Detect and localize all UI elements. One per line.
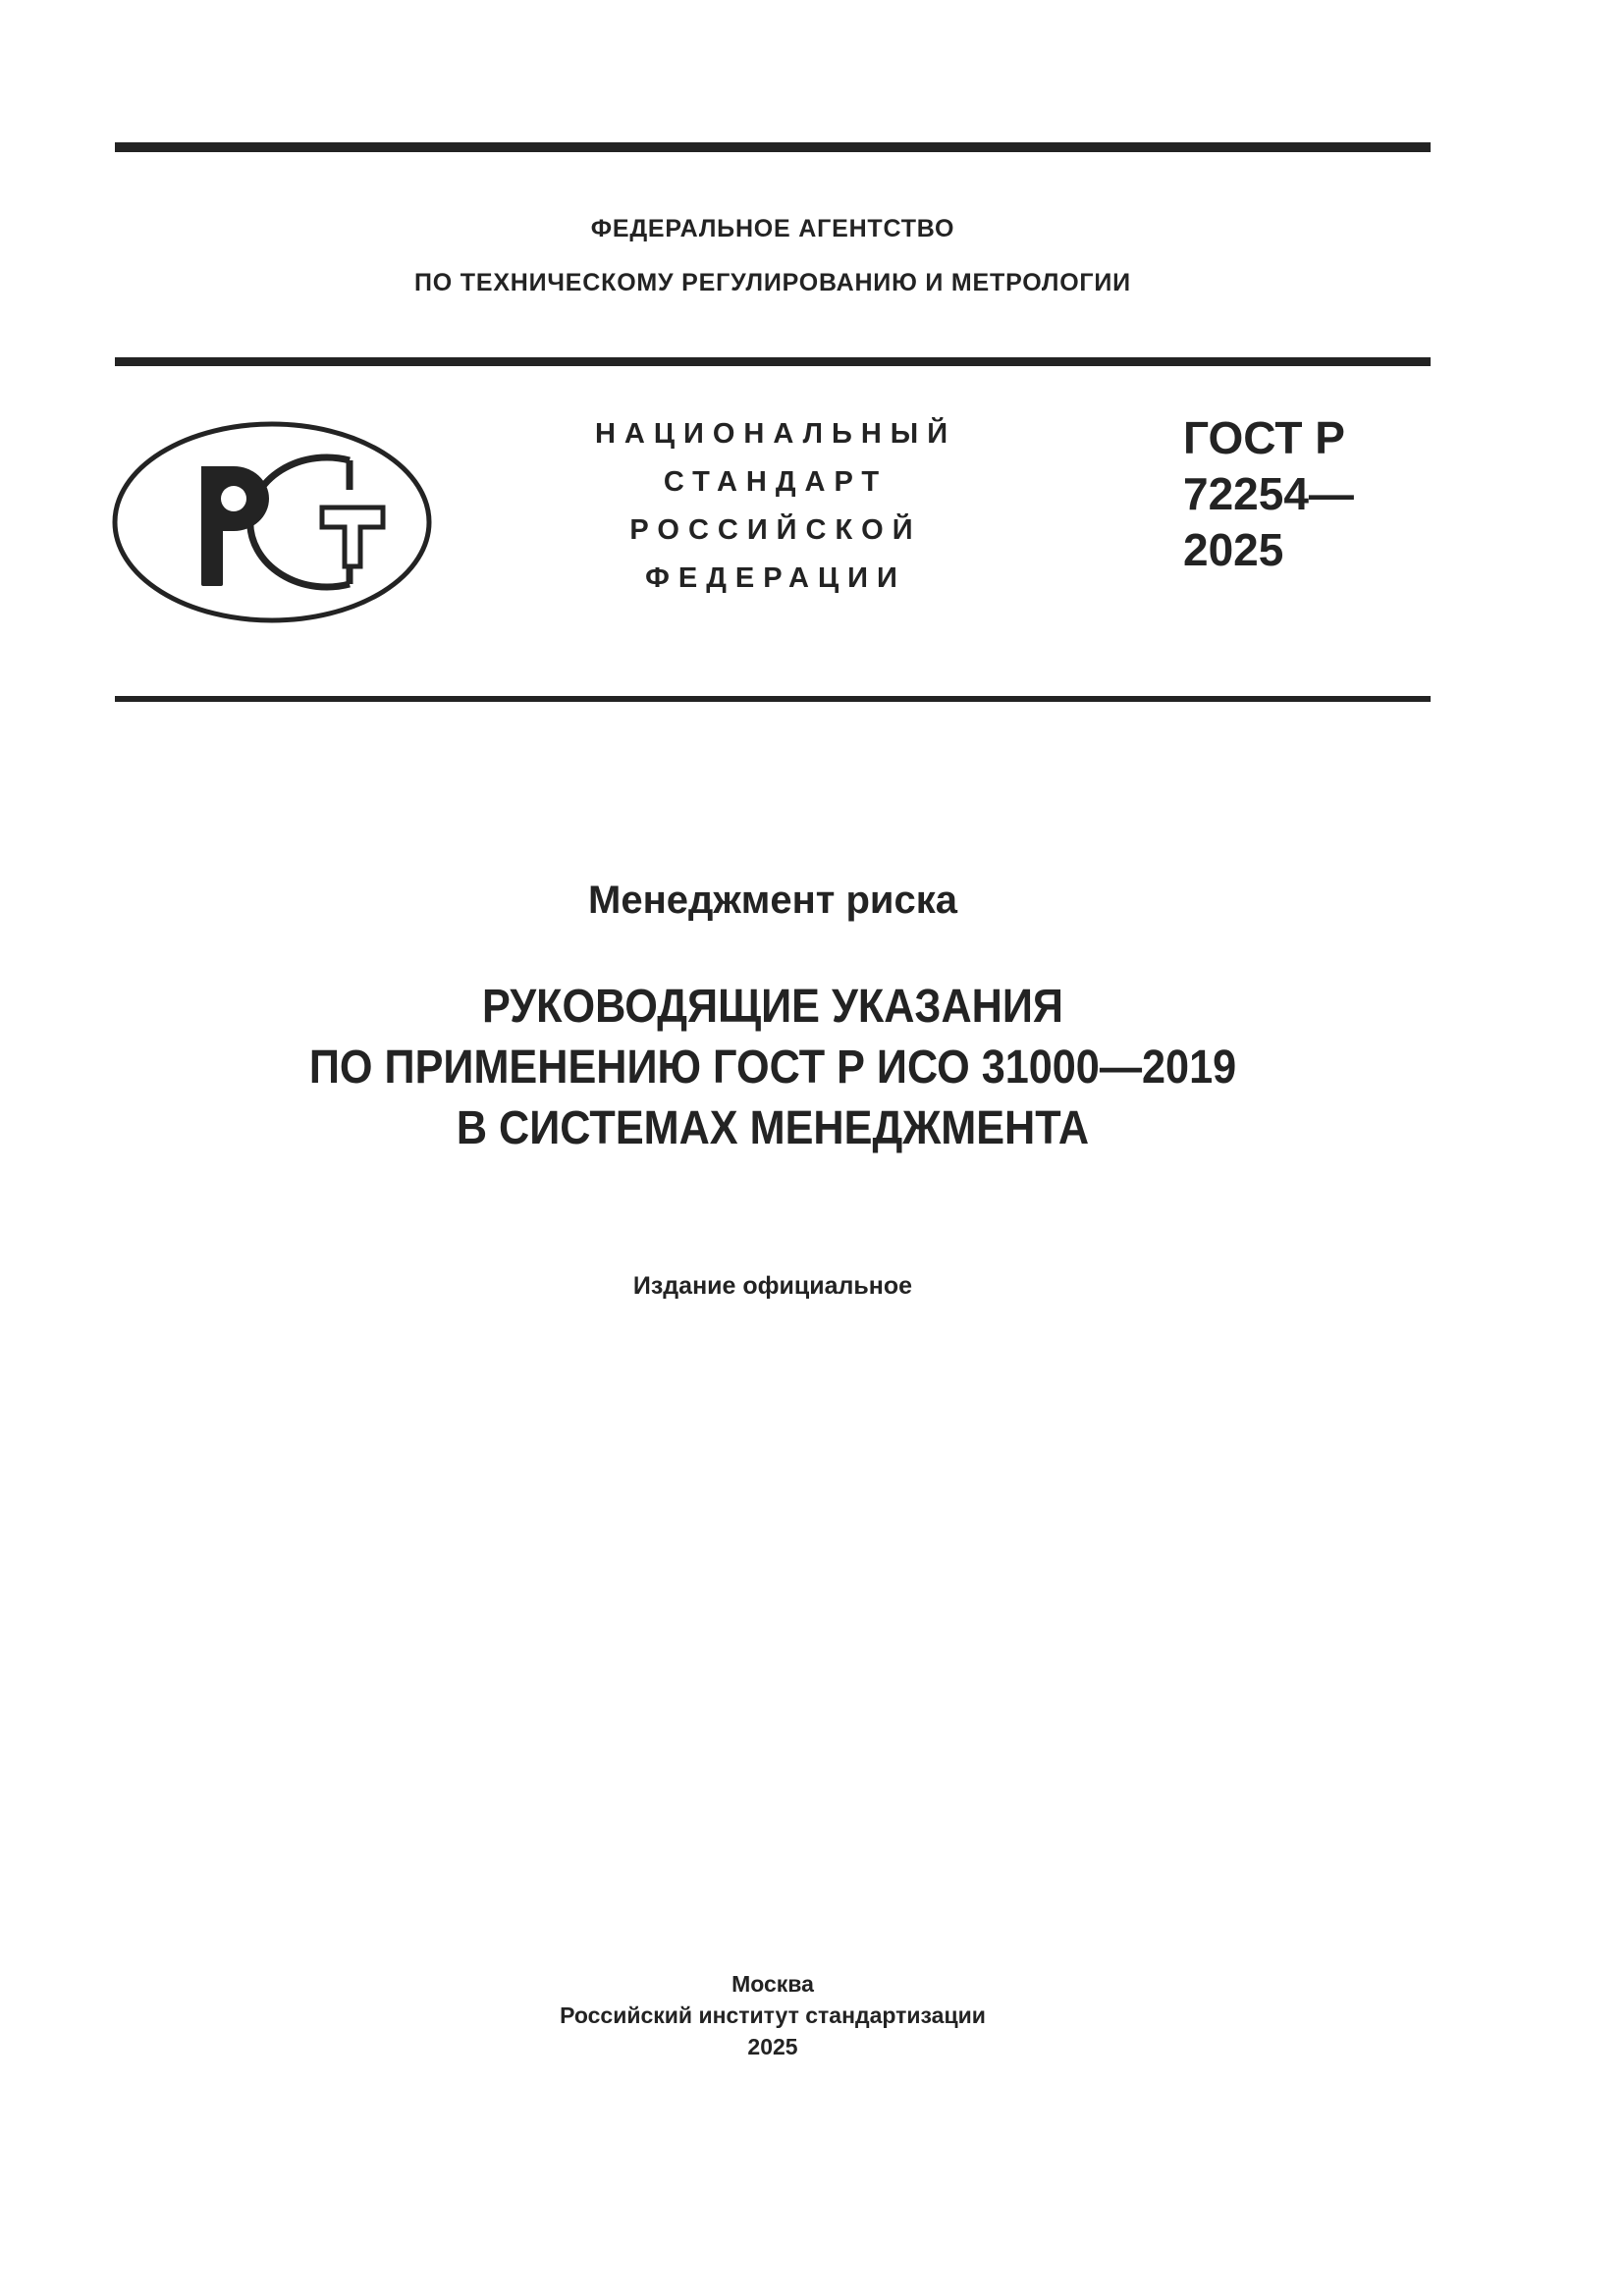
agency-name-line-1: ФЕДЕРАЛЬНОЕ АГЕНТСТВО xyxy=(590,215,955,242)
subtitle-line-3: В СИСТЕМАХ МЕНЕДЖМЕНТА xyxy=(456,1102,1090,1154)
designation-line-3: 2025 xyxy=(1183,524,1284,575)
agency-name-line-2: ПО ТЕХНИЧЕСКОМУ РЕГУЛИРОВАНИЮ И МЕТРОЛОГИИ xyxy=(414,269,1131,296)
imprint-city: Москва xyxy=(731,1971,814,1997)
standard-designation xyxy=(1183,410,1478,578)
designation-line-2: 72254— xyxy=(1183,468,1354,519)
publisher-imprint xyxy=(115,1968,1431,2062)
official-edition-note: Издание официальное xyxy=(632,1272,913,1300)
national-standard-wordmark xyxy=(461,410,1090,603)
header-rule-bottom xyxy=(115,696,1431,702)
rosstandart-emblem-icon xyxy=(110,417,434,633)
wordmark-line-1: НАЦИОНАЛЬНЫЙ xyxy=(594,418,957,450)
designation-line-1: ГОСТ Р xyxy=(1183,412,1345,463)
imprint-publisher: Российский институт стандартизации xyxy=(560,2002,986,2028)
document-title-main: Менеджмент риска xyxy=(588,879,957,922)
wordmark-line-3: РОССИЙСКОЙ xyxy=(629,514,922,546)
wordmark-line-4: ФЕДЕРАЦИИ xyxy=(645,562,906,594)
header-rule-top xyxy=(115,142,1431,152)
wordmark-line-2: СТАНДАРТ xyxy=(663,466,889,498)
subtitle-line-2: ПО ПРИМЕНЕНИЮ ГОСТ Р ИСО 31000—2019 xyxy=(308,1041,1237,1094)
subtitle-line-1: РУКОВОДЯЩИЕ УКАЗАНИЯ xyxy=(482,981,1063,1033)
document-title-sub xyxy=(181,977,1365,1159)
imprint-year: 2025 xyxy=(747,2034,798,2059)
header-rule-middle xyxy=(115,357,1431,366)
